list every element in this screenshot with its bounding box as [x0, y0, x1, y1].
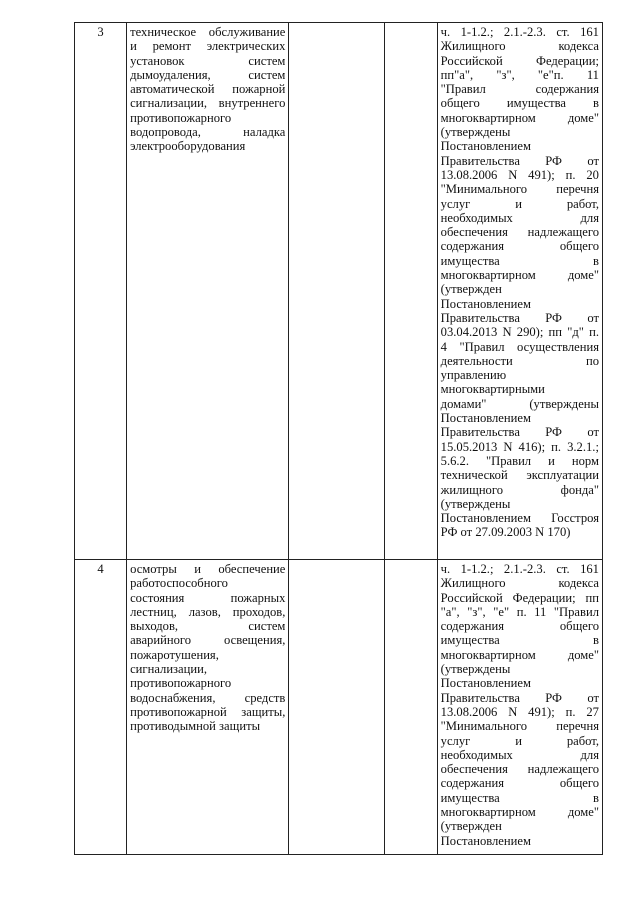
basis-line: технической эксплуатации [440, 468, 599, 483]
work-line: противопожарной защиты, [130, 704, 286, 719]
basis-line: обеспечения надлежащего [440, 762, 599, 777]
row-number: 3 [97, 25, 104, 39]
basis-line: многоквартирном доме" [440, 110, 599, 125]
basis-line: 5.6.2. "Правил и норм [440, 453, 599, 468]
basis-line: 15.05.2013 N 416); п. 3.2.1.; [440, 439, 599, 454]
work-line: осмотры и обеспечение [130, 562, 286, 576]
work-line: техническое обслуживание [130, 25, 286, 39]
work-line: противопожарного [130, 676, 232, 691]
row-number-cell [75, 560, 127, 855]
basis-line: Жилищного кодекса [440, 39, 599, 54]
basis-line: (утверждены [440, 125, 511, 140]
row-number-cell [75, 23, 127, 560]
work-line: пожаротушения, [130, 647, 219, 662]
basis-line: многоквартирном доме" [440, 647, 599, 662]
basis-line: жилищного фонда" [440, 482, 599, 497]
basis-line: общего имущества в [440, 96, 599, 111]
basis-line: необходимых для [440, 747, 599, 762]
basis-line: ч. 1-1.2.; 2.1.-2.3. ст. 161 [440, 25, 599, 39]
empty-cell [384, 23, 437, 560]
work-line: лестниц, лазов, проходов, [130, 604, 286, 619]
row-number: 4 [97, 562, 104, 576]
basis-line: Правительства РФ от [440, 310, 599, 325]
basis-line: 03.04.2013 N 290); пп "д" п. [440, 325, 599, 340]
work-line: установок систем [130, 53, 286, 68]
basis-line: Правительства РФ от [440, 690, 599, 705]
basis-line: Российской Федерации; пп [440, 590, 599, 605]
basis-line: 13.08.2006 N 491); п. 27 [440, 704, 599, 719]
basis-line: "а", "з", "е" п. 11 "Правил [440, 604, 599, 619]
basis-line: управлению [440, 368, 507, 383]
basis-line: имущества в [440, 633, 599, 648]
basis-line: содержания общего [440, 776, 599, 791]
legal-basis-cell [437, 560, 602, 855]
work-line: дымоудаления, систем [130, 67, 286, 82]
work-line: водоснабжения, средств [130, 690, 286, 705]
basis-line: многоквартирном доме" [440, 268, 599, 283]
basis-line: обеспечения надлежащего [440, 225, 599, 240]
basis-line: "Правил содержания [440, 82, 599, 97]
work-description-cell [127, 23, 289, 560]
basis-line: услуг и работ, [440, 733, 599, 748]
basis-line: необходимых для [440, 210, 599, 225]
basis-line: Российской Федерации; [440, 53, 599, 68]
basis-line: Правительства РФ от [440, 425, 599, 440]
basis-line: "Минимального перечня [440, 719, 599, 734]
work-line: состояния пожарных [130, 590, 286, 605]
work-line: и ремонт электрических [130, 39, 286, 54]
work-line: автоматической пожарной [130, 82, 286, 97]
basis-line: многоквартирном доме" [440, 805, 599, 820]
basis-line: деятельности по [440, 353, 599, 368]
basis-line: Постановлением [440, 296, 531, 311]
basis-line: (утверждены [440, 496, 511, 511]
basis-line: Правительства РФ от [440, 153, 599, 168]
basis-line: (утверждены [440, 662, 511, 677]
table-row [75, 560, 603, 855]
work-line: противодымной защиты [130, 719, 261, 734]
work-line: работоспособного [130, 576, 228, 591]
basis-line: пп"а", "з", "е"п. 11 [440, 67, 599, 82]
legal-basis-cell [437, 23, 602, 560]
basis-line: Постановлением [440, 833, 531, 848]
work-line: выходов, систем [130, 619, 286, 634]
work-line: противопожарного [130, 110, 232, 125]
basis-line: (утвержден [440, 819, 502, 834]
basis-line: Постановлением Госстроя [440, 511, 599, 526]
work-line: аварийного освещения, [130, 633, 286, 648]
basis-line: Постановлением [440, 676, 531, 691]
basis-line: "Минимального перечня [440, 182, 599, 197]
basis-line: 4 "Правил осуществления [440, 339, 599, 354]
basis-line: Постановлением [440, 411, 531, 426]
basis-line: домами" (утверждены [440, 396, 599, 411]
basis-line: Постановлением [440, 139, 531, 154]
basis-line: РФ от 27.09.2003 N 170) [440, 525, 571, 540]
basis-line: многоквартирными [440, 382, 545, 397]
basis-line: содержания общего [440, 239, 599, 254]
basis-line: содержания общего [440, 619, 599, 634]
empty-cell [384, 560, 437, 855]
basis-line: имущества в [440, 790, 599, 805]
empty-cell [289, 23, 384, 560]
work-line: электрооборудования [130, 139, 246, 154]
empty-cell [289, 560, 384, 855]
basis-line: услуг и работ, [440, 196, 599, 211]
basis-line: имущества в [440, 253, 599, 268]
table-row [75, 23, 603, 560]
work-line: сигнализации, [130, 662, 207, 677]
work-line: сигнализации, внутреннего [130, 96, 286, 111]
work-line: водопровода, наладка [130, 125, 286, 140]
work-description-cell [127, 560, 289, 855]
basis-line: (утвержден [440, 282, 502, 297]
services-table [74, 22, 603, 855]
basis-line: Жилищного кодекса [440, 576, 599, 591]
basis-line: 13.08.2006 N 491); п. 20 [440, 167, 599, 182]
basis-line: ч. 1-1.2.; 2.1.-2.3. ст. 161 [440, 562, 599, 576]
